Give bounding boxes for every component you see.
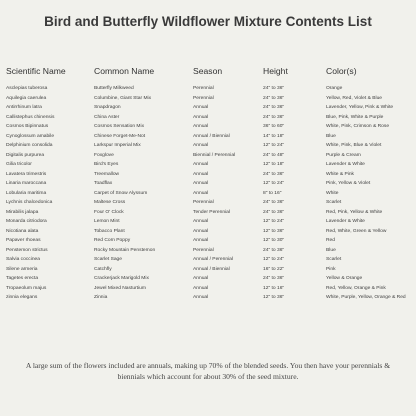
height-cell: 16" to 22" (263, 266, 285, 272)
table-row (0, 217, 416, 227)
header-season: Season (193, 66, 223, 76)
height-cell: 12" to 36" (263, 228, 285, 234)
height-cell: 12" to 24" (263, 181, 285, 186)
table-row (0, 265, 416, 275)
table-row (0, 160, 416, 170)
common-name-cell: Bird's Eyes (94, 162, 119, 167)
table-row (0, 236, 416, 246)
color-cell: Red, Yellow, Orange & Pink (326, 285, 386, 291)
common-name-cell: China Aster (94, 114, 120, 120)
season-cell: Annual (193, 181, 209, 186)
height-cell: 12" to 36" (263, 295, 285, 300)
season-cell: Annual (193, 114, 209, 120)
scientific-name-cell: Lobularia maritima (6, 190, 47, 196)
scientific-name-cell: zinnia elegans (6, 295, 38, 300)
scientific-name-cell: Silene armeria (6, 266, 38, 272)
table-row (0, 113, 416, 123)
season-cell: Annual (193, 105, 209, 110)
season-cell: Annual / Biennial (193, 133, 230, 139)
scientific-name-cell: Lavatera trimestris (6, 171, 47, 177)
common-name-cell: Crackerjack Marigold Mix (94, 276, 149, 281)
color-cell: White (326, 190, 339, 196)
height-cell: 24" to 36" (263, 171, 285, 177)
scientific-name-cell: Nicotiana alata (6, 228, 39, 234)
table-row (0, 284, 416, 294)
table-row (0, 122, 416, 132)
color-cell: Blue (326, 247, 336, 253)
table-row (0, 189, 416, 199)
season-cell: Perennial (193, 247, 214, 253)
height-cell: 14" to 18" (263, 133, 285, 139)
table-row (0, 293, 416, 303)
season-cell: Annual (193, 219, 209, 224)
height-cell: 24" to 36" (263, 209, 285, 215)
height-cell: 24" to 36" (263, 95, 285, 101)
scientific-name-cell: Antirrhinum latra (6, 105, 42, 110)
season-cell: Annual (193, 171, 209, 177)
height-cell: 24" to 36" (263, 200, 285, 205)
height-cell: 12" to 24" (263, 143, 285, 148)
scientific-name-cell: Gilia tricolor (6, 162, 32, 167)
season-cell: Perennial (193, 200, 214, 205)
color-cell: Blue (326, 133, 336, 139)
season-cell: Perennial (193, 86, 214, 91)
common-name-cell: Columbine, Giant Star Mix (94, 95, 152, 101)
color-cell: White, Purple, Yellow, Orange & Red (326, 295, 406, 300)
height-cell: 12" to 30" (263, 238, 285, 243)
season-cell: Tender Perennial (193, 209, 230, 215)
footnote: A large sum of the flowers included are annuals, making up 70% of the blended seeds. You then have your perennials & biennials which account for about 30% of the seed mixture. (25, 361, 391, 381)
common-name-cell: Rocky Mountain Penstemon (94, 247, 156, 253)
season-cell: Annual / Biennial (193, 266, 230, 272)
table-row (0, 179, 416, 189)
table-row (0, 151, 416, 161)
season-cell: Annual / Perennial (193, 257, 233, 262)
common-name-cell: Maltese Cross (94, 200, 126, 205)
color-cell: Blue, Pink, White & Purple (326, 114, 384, 120)
common-name-cell: Butterfly Milkweed (94, 86, 134, 91)
scientific-name-cell: Tagetes erecta (6, 276, 39, 281)
scientific-name-cell: Salvia coccinea (6, 257, 40, 262)
common-name-cell: Carpet of Snow Alyssum (94, 190, 148, 196)
height-cell: 24" to 36" (263, 86, 285, 91)
header-colors: Color(s) (326, 66, 357, 76)
scientific-name-cell: Papaver rhoeas (6, 238, 41, 243)
common-name-cell: Red Corn Poppy (94, 238, 131, 243)
color-cell: White, Pink, Blue & Violet (326, 143, 382, 148)
color-cell: Lavender & White (326, 162, 365, 167)
scientific-name-cell: Delphinium consolida (6, 143, 53, 148)
scientific-name-cell: Aquilegia caerulea (6, 95, 47, 101)
table-row (0, 103, 416, 113)
height-cell: 24" to 48" (263, 152, 285, 158)
common-name-cell: Toadflax (94, 181, 113, 186)
color-cell: Yellow, Red, Violet & Blue (326, 95, 383, 101)
color-cell: Pink (326, 266, 336, 272)
table-row (0, 198, 416, 208)
table-row (0, 255, 416, 265)
header-scientific-name: Scientific Name (6, 66, 66, 76)
scientific-name-cell: Tropaeolum majus (6, 285, 47, 291)
table-row (0, 141, 416, 151)
height-cell: 24" to 36" (263, 114, 285, 120)
table-row (0, 170, 416, 180)
table-header (0, 66, 416, 78)
table-row (0, 132, 416, 142)
color-cell: Lavender, Yellow, Pink & White (326, 105, 394, 110)
table-row (0, 84, 416, 94)
color-cell: Orange (326, 86, 343, 91)
color-cell: Red, Pink, Yellow & White (326, 209, 383, 215)
season-cell: Biennial / Perennial (193, 152, 236, 158)
color-cell: White, Pink, Crimson & Rose (326, 124, 390, 129)
color-cell: Scarlet (326, 257, 342, 262)
header-height: Height (263, 66, 288, 76)
scientific-name-cell: Cosmos Bipinnatus (6, 124, 49, 129)
common-name-cell: Foxglove (94, 152, 114, 158)
height-cell: 12" to 24" (263, 219, 285, 224)
season-cell: Annual (193, 238, 209, 243)
season-cell: Annual (193, 124, 209, 129)
scientific-name-cell: Digitalis purpurea (6, 152, 45, 158)
height-cell: 24" to 36" (263, 247, 285, 253)
height-cell: 12" to 18" (263, 162, 285, 167)
season-cell: Annual (193, 295, 209, 300)
season-cell: Annual (193, 228, 209, 234)
season-cell: Annual (193, 285, 209, 291)
height-cell: 36" to 60" (263, 124, 285, 129)
height-cell: 8" to 16" (263, 190, 282, 196)
color-cell: Red, White, Green & Yellow (326, 228, 387, 234)
height-cell: 12" to 16" (263, 285, 285, 291)
scientific-name-cell: Linaria maroccana (6, 181, 47, 186)
scientific-name-cell: Callistephus chinensis (6, 114, 55, 120)
color-cell: White & Pink (326, 171, 354, 177)
table-row (0, 246, 416, 256)
scientific-name-cell: Asclepias tuberosa (6, 86, 48, 91)
scientific-name-cell: Penstemon strictus (6, 247, 48, 253)
table-row (0, 274, 416, 284)
common-name-cell: Jewel Mixed Nasturtium (94, 285, 146, 291)
color-cell: Pink, Yellow & Violet (326, 181, 371, 186)
table-body (0, 84, 416, 303)
scientific-name-cell: Monarda citriodora (6, 219, 47, 224)
table-row (0, 227, 416, 237)
color-cell: Yellow & Orange (326, 276, 363, 281)
season-cell: Annual (193, 276, 209, 281)
season-cell: Annual (193, 190, 209, 196)
common-name-cell: Catchfly (94, 266, 112, 272)
season-cell: Annual (193, 143, 209, 148)
height-cell: 12" to 24" (263, 257, 285, 262)
common-name-cell: Chinese Forget-Me-Not (94, 133, 146, 139)
color-cell: Red (326, 238, 335, 243)
page-title: Bird and Butterfly Wildflower Mixture Contents List (44, 14, 372, 29)
table-row (0, 94, 416, 104)
height-cell: 24" to 36" (263, 105, 285, 110)
common-name-cell: Four O' Clock (94, 209, 124, 215)
common-name-cell: Larkspur Imperial Mix (94, 143, 141, 148)
common-name-cell: Scarlet Sage (94, 257, 123, 262)
common-name-cell: Treemallow (94, 171, 120, 177)
color-cell: Purple & Cream (326, 152, 361, 158)
color-cell: Scarlet (326, 200, 342, 205)
scientific-name-cell: Mirabilis jalapa (6, 209, 39, 215)
scientific-name-cell: Lychnis chalcedonica (6, 200, 53, 205)
table-row (0, 208, 416, 218)
common-name-cell: Zinnia (94, 295, 108, 300)
common-name-cell: Cosmos Sensation Mix (94, 124, 145, 129)
height-cell: 24" to 36" (263, 276, 285, 281)
season-cell: Perennial (193, 95, 214, 101)
common-name-cell: Snapdragon (94, 105, 121, 110)
common-name-cell: Tobacco Plant (94, 228, 125, 234)
scientific-name-cell: Cynoglossum amabile (6, 133, 55, 139)
season-cell: Annual (193, 162, 209, 167)
header-common-name: Common Name (94, 66, 155, 76)
common-name-cell: Lemon Mint (94, 219, 120, 224)
color-cell: Lavender & White (326, 219, 365, 224)
